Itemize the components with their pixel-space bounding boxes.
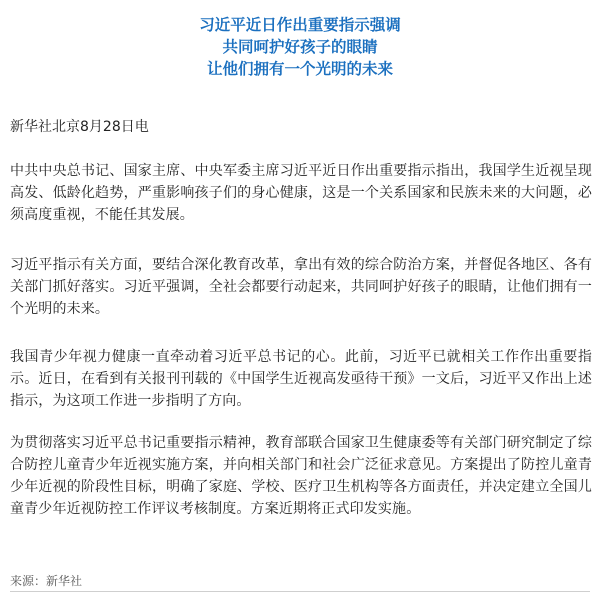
body-paragraph-3: 我国青少年视力健康一直牵动着习近平总书记的心。此前，习近平已就相关工作作出重要指示。近日，在看到有关报刊刊载的《中国学生近视高发亟待干预》一文后，习近平又作出上述指示，为这项工作进一步指明了方向。 bbox=[10, 349, 592, 409]
divider bbox=[10, 591, 590, 592]
body-paragraph-4: 为贯彻落实习近平总书记重要指示精神，教育部联合国家卫生健康委等有关部门研究制定了综合防控儿童青少年近视实施方案，并向相关部门和社会广泛征求意见。方案提出了防控儿童青少年近视的阶段性目标，明确了家庭、学校、医疗卫生机构等各方面责任，并决定建立全国儿童青少年近视防控工作评议考核制度。方案近期将正式印发实施。 bbox=[10, 435, 592, 517]
headline bbox=[10, 0, 590, 80]
dateline: 新华社北京8月28日电 bbox=[10, 119, 149, 135]
headline-line-3: 让他们拥有一个光明的未来 bbox=[206, 60, 393, 78]
body-paragraph-2: 习近平指示有关方面，要结合深化教育改革，拿出有效的综合防治方案，并督促各地区、各有关部门抓好落实。习近平强调，全社会都要行动起来，共同呵护好孩子的眼睛，让他们拥有一个光明的未来。 bbox=[10, 257, 592, 317]
source-credit: 来源：新华社 bbox=[10, 574, 83, 588]
headline-line-2: 共同呵护好孩子的眼睛 bbox=[222, 38, 378, 56]
headline-line-1: 习近平近日作出重要指示强调 bbox=[199, 16, 401, 34]
body-paragraph-1: 中共中央总书记、国家主席、中央军委主席习近平近日作出重要指示指出，我国学生近视呈现高发、低龄化趋势，严重影响孩子们的身心健康，这是一个关系国家和民族未来的大问题，必须高度重视，不能任其发展。 bbox=[10, 163, 592, 223]
